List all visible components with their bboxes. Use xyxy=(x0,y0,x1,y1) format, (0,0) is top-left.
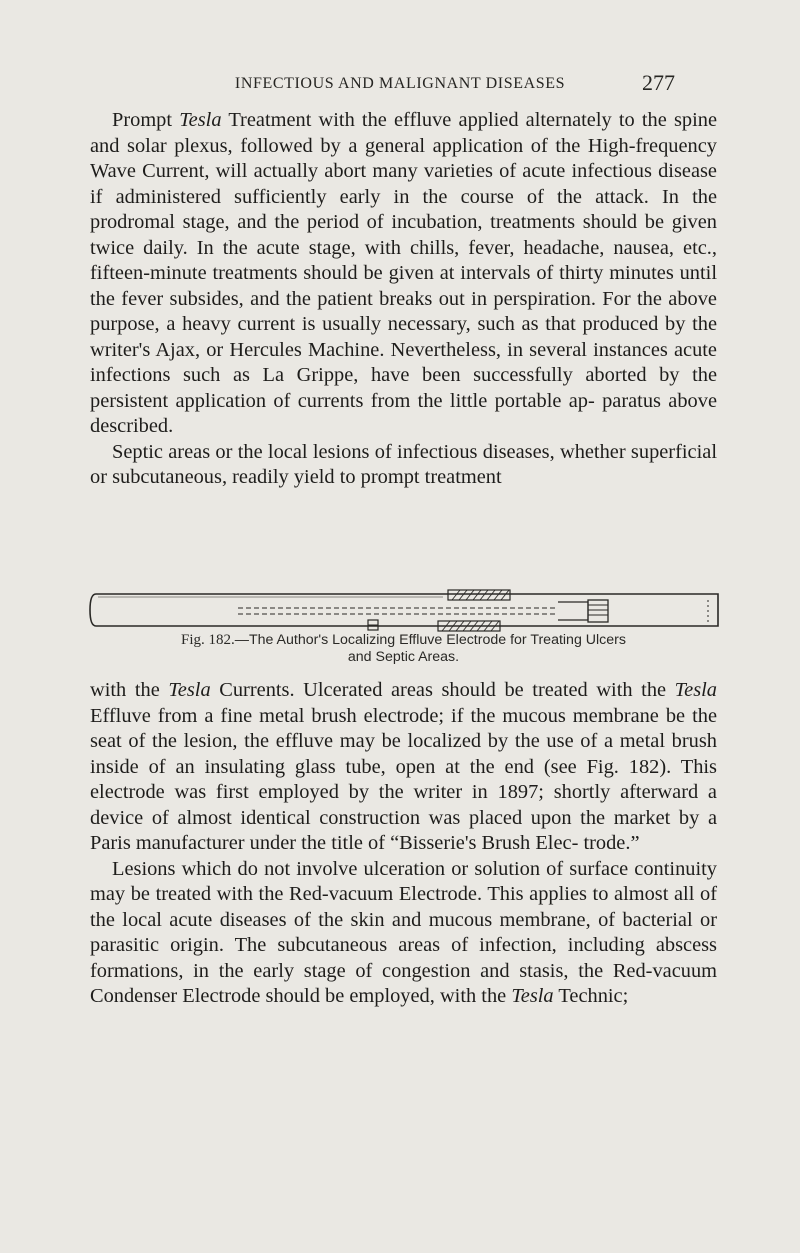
text-run: Lesions which do not involve ulceration or solution of surface continuity may be treated with the Red-vacuum Electrode. This applies to almost all of the local acute diseases of the skin and mucous membrane, of bacterial or parasitic origin. The subcutaneous areas of infection, including abscess formations, in the early stage of congestion and stasis, the Red-vacuum Condenser Electrode should be employed, with the xyxy=(90,857,717,1007)
text-block-bottom xyxy=(90,678,717,1010)
page-number: 277 xyxy=(642,70,675,95)
paragraph-tesla-treatment xyxy=(90,108,717,440)
text-run: Prompt xyxy=(112,109,180,131)
paragraph-septic-areas: Septic areas or the local lesions of infectious diseases, whether superficial or subcutaneous, readily yield to prompt treatment xyxy=(90,440,717,488)
text-run: Technic; xyxy=(553,985,629,1007)
figure-label: Fig. 182. xyxy=(181,632,235,648)
caption-line-2: and Septic Areas. xyxy=(347,649,460,665)
text-block-top xyxy=(90,108,717,491)
text-run-italic: Tesla xyxy=(674,679,717,701)
text-run-italic: Tesla xyxy=(511,985,554,1007)
text-run: with the xyxy=(90,679,169,701)
caption-text: —The Author's Localizing Effluve Electrode for Treating Ulcers xyxy=(234,632,626,648)
text-run: Treatment with the effluve applied alternately to the spine and solar plexus, followed by a general application of the High-frequency Wave Current, will actually abort many varieties of acute infectious disease if administered sufficiently early in the course of the attack. In the prodromal stage, and the period of incubation, treatments should be given twice daily. In the acute stage, with chills, fever, headache, nausea, etc., fifteen-minute treatments should be given at intervals of thirty minutes until the fever subsides, and the patient breaks out in perspiration. For the above purpose, a heavy current is usually necessary, such as that produced by the writer's Ajax, or Hercules Machine. Nevertheless, in several instances acute infections such as La Grippe, have been successfully aborted by the persistent application of currents from the little portable ap- paratus above described. xyxy=(90,109,717,437)
running-head: INFECTIOUS AND MALIGNANT DISEASES xyxy=(234,75,566,92)
caption-line-1 xyxy=(90,632,717,649)
text-run-italic: Tesla xyxy=(168,679,211,701)
figure-caption xyxy=(90,632,717,666)
paragraph-lesions xyxy=(90,857,717,1010)
text-run: Currents. Ulcerated areas should be treated with the xyxy=(210,679,675,701)
text-run: Effluve from a fine metal brush electrode; if the mucous membrane be the seat of the lesion, the effluve may be localized by the use of a metal brush inside of an insulating glass tube, open at the end (see Fig. 182). This electrode was first employed by the writer in 1897; shortly afterward a device of almost identical construction was placed upon the market by a Paris manufacturer under the title of “Bisserie's Brush Elec- trode.” xyxy=(90,704,717,854)
electrode-illustration xyxy=(88,588,724,632)
text-run-italic: Tesla xyxy=(179,109,222,131)
paragraph-continuation xyxy=(90,678,717,857)
